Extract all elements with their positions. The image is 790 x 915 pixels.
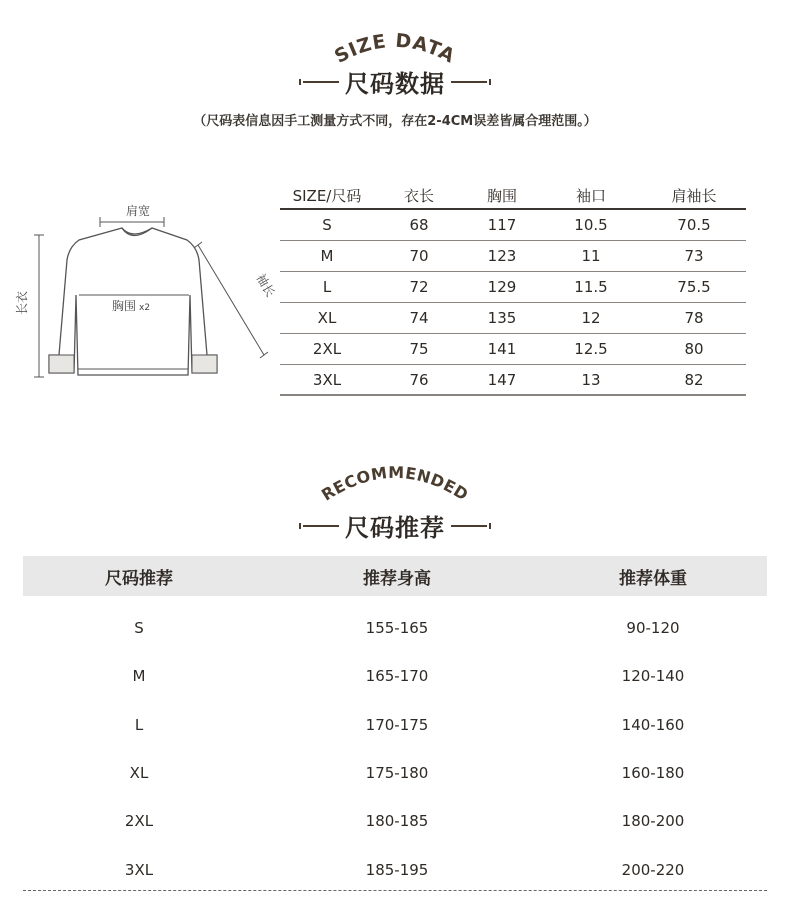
- table-cell: 3XL: [312, 370, 342, 389]
- table-cell: 11: [581, 247, 601, 265]
- table-cell: 117: [487, 216, 517, 234]
- length-label: 长衣: [15, 290, 29, 315]
- table-cell: 70.5: [677, 216, 711, 234]
- svg-text:RECOMMENDED: [318, 463, 472, 502]
- table-cell: 140-160: [621, 715, 685, 734]
- recommend-title: 尺码推荐: [345, 514, 445, 542]
- length-header-cell: 衣长: [403, 186, 434, 205]
- size-data-heading: [0, 64, 790, 99]
- table-cell: 10.5: [574, 216, 608, 234]
- table-cell: 200-220: [621, 860, 685, 879]
- recommended-arc-title: [0, 452, 790, 506]
- table-row: [23, 749, 767, 797]
- table-cell: 75: [409, 340, 429, 358]
- table-row: [23, 604, 767, 652]
- table-row: [23, 845, 767, 893]
- heading-right-dash: [451, 81, 487, 83]
- size-header-cell: SIZE/尺码: [292, 186, 362, 205]
- table-cell: 12.5: [574, 340, 608, 358]
- chest-multiplier: x2: [139, 303, 151, 313]
- table-cell: 170-175: [365, 715, 429, 734]
- table-cell: 68: [409, 216, 429, 234]
- size-data-arc-title: [0, 18, 790, 67]
- table-cell: 141: [487, 340, 517, 358]
- svg-text:SIZE DATA: [331, 30, 459, 63]
- table-cell: 2XL: [312, 340, 342, 358]
- table-cell: L: [134, 715, 144, 734]
- table-cell: 175-180: [365, 764, 429, 783]
- chest-header-cell: 胸围: [486, 186, 517, 205]
- rec-weight-header: 推荐体重: [619, 568, 687, 589]
- table-cell: 135: [487, 309, 517, 327]
- table-row: [280, 272, 746, 303]
- table-cell: 129: [487, 278, 517, 296]
- table-cell: 13: [581, 370, 601, 389]
- table-cell: 70: [409, 247, 429, 265]
- heading-left-dash: [303, 525, 339, 527]
- table-row: [23, 797, 767, 845]
- sleeve-header-cell: 肩袖长: [671, 186, 717, 205]
- table-row: [23, 652, 767, 700]
- table-cell: 72: [409, 278, 429, 296]
- chest-label: 胸围: [112, 299, 137, 313]
- table-cell: M: [320, 247, 334, 265]
- sweater-diagram: [12, 195, 282, 395]
- heading-right-dash: [451, 525, 487, 527]
- table-cell: 120-140: [621, 667, 685, 686]
- size-table: [280, 182, 746, 396]
- table-cell: S: [134, 619, 144, 638]
- table-cell: M: [132, 667, 146, 686]
- measurement-note: （尺码表信息因手工测量方式不同，存在2-4CM误差皆属合理范围。）: [193, 114, 597, 129]
- table-cell: 2XL: [124, 812, 154, 831]
- table-cell: 73: [684, 247, 704, 265]
- table-cell: 180-185: [365, 812, 429, 831]
- table-cell: XL: [317, 309, 337, 327]
- recommended-arc-text: RECOMMENDED: [318, 462, 472, 502]
- table-cell: L: [322, 278, 332, 296]
- bottom-dashed-divider: [23, 890, 767, 891]
- rec-size-header: 尺码推荐: [105, 568, 173, 589]
- size-data-arc-text: SIZE DATA: [331, 29, 459, 63]
- table-cell: 11.5: [574, 278, 608, 296]
- table-cell: 180-200: [621, 812, 685, 831]
- rec-height-header: 推荐身高: [363, 568, 431, 589]
- table-cell: 80: [684, 340, 704, 358]
- table-cell: 78: [684, 309, 704, 327]
- sleeve-label: 袖长: [253, 271, 278, 300]
- size-table-header: [280, 182, 746, 210]
- table-cell: 76: [409, 370, 429, 389]
- table-cell: 123: [487, 247, 517, 265]
- table-cell: 165-170: [365, 667, 429, 686]
- table-row: [280, 334, 746, 365]
- table-cell: 147: [487, 370, 517, 389]
- table-cell: 12: [581, 309, 601, 327]
- heading-left-dash: [303, 81, 339, 83]
- table-cell: 160-180: [621, 764, 685, 783]
- size-data-title: 尺码数据: [345, 70, 445, 98]
- table-row: [280, 365, 746, 396]
- recommend-table: [23, 604, 767, 894]
- table-cell: S: [322, 216, 332, 234]
- table-cell: 185-195: [365, 860, 429, 879]
- table-cell: 90-120: [626, 619, 680, 638]
- table-row: [280, 210, 746, 241]
- table-cell: 82: [684, 370, 704, 389]
- table-cell: 75.5: [677, 278, 711, 296]
- table-cell: 3XL: [124, 860, 154, 879]
- table-row: [280, 303, 746, 334]
- cuff-header-cell: 袖口: [575, 186, 606, 205]
- table-cell: 155-165: [365, 619, 429, 638]
- recommend-heading: [0, 508, 790, 543]
- table-row: [280, 241, 746, 272]
- shoulder-label: 肩宽: [126, 204, 151, 218]
- recommend-table-header: [23, 556, 767, 596]
- table-cell: XL: [129, 764, 149, 783]
- table-row: [23, 701, 767, 749]
- table-cell: 74: [409, 309, 429, 327]
